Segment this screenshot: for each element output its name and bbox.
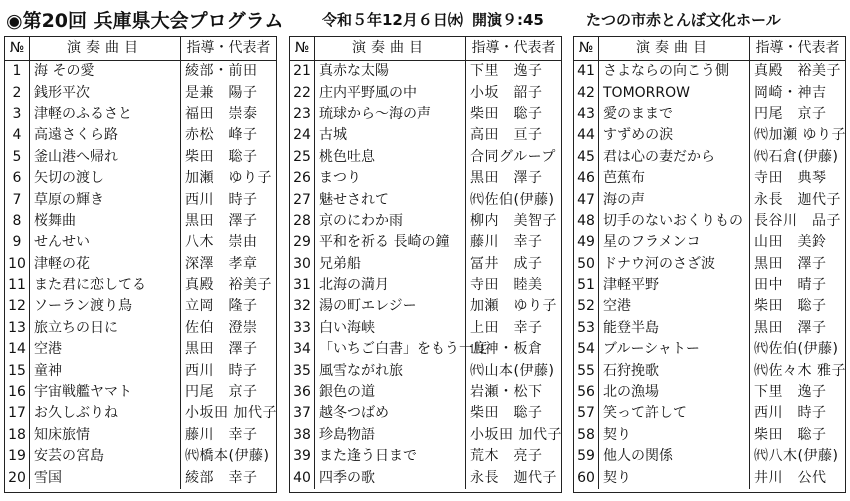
table-row bbox=[5, 339, 276, 360]
entry-number: 55 bbox=[574, 360, 599, 381]
leader-name: 下里 逸子 bbox=[754, 384, 827, 401]
song-title: 雪国 bbox=[30, 467, 181, 488]
entry-number: 60 bbox=[574, 467, 599, 488]
entry-number: 48 bbox=[574, 211, 599, 232]
song-title: 愛のままで bbox=[599, 104, 750, 125]
leader-name: 黒田 澤子 bbox=[470, 170, 543, 187]
entry-number: 24 bbox=[290, 125, 315, 146]
entry-number: 27 bbox=[290, 189, 315, 210]
entry-number: 43 bbox=[574, 104, 599, 125]
table-row bbox=[5, 82, 276, 103]
leader-name: 山神・板倉 bbox=[470, 341, 543, 358]
song-title: 魅せされて bbox=[315, 189, 466, 210]
table-row bbox=[574, 82, 845, 103]
table-header-row bbox=[5, 37, 276, 61]
column-header-no: № bbox=[574, 37, 599, 61]
song-title: 星のフラメンコ bbox=[599, 232, 750, 253]
entry-number: 22 bbox=[290, 82, 315, 103]
song-title: さよならの向こう側 bbox=[599, 61, 750, 83]
leader-name: 円尾 京子 bbox=[185, 384, 258, 401]
column-header-no: № bbox=[290, 37, 315, 61]
entry-number: 6 bbox=[5, 168, 30, 189]
leader-name: 山田 美鈴 bbox=[754, 234, 827, 251]
song-title: 琉球から～海の声 bbox=[315, 104, 466, 125]
table-row bbox=[290, 82, 561, 103]
leader-name: 佐伯 澄崇 bbox=[185, 319, 258, 336]
song-title: 風雪ながれ旅 bbox=[315, 360, 466, 381]
song-title: すずめの涙 bbox=[599, 125, 750, 146]
song-title: 安芸の宮島 bbox=[30, 446, 181, 467]
leader-name: 黒田 澤子 bbox=[185, 341, 258, 358]
leader-name: 綾部 幸子 bbox=[185, 469, 258, 486]
table-row bbox=[5, 211, 276, 232]
leader-name: 柴田 聡子 bbox=[754, 426, 827, 443]
song-title: 津軽平野 bbox=[599, 275, 750, 296]
table-row bbox=[574, 382, 845, 403]
song-title: 桃色吐息 bbox=[315, 147, 466, 168]
song-title: せんせい bbox=[30, 232, 181, 253]
table-row bbox=[574, 425, 845, 446]
leader-name: 冨井 成子 bbox=[470, 255, 543, 272]
table-row bbox=[574, 211, 845, 232]
table-row bbox=[574, 296, 845, 317]
leader-name: 立岡 隆子 bbox=[185, 298, 258, 315]
entry-number: 8 bbox=[5, 211, 30, 232]
table-row bbox=[574, 403, 845, 424]
leader-name: 西川 時子 bbox=[754, 405, 827, 422]
table-row bbox=[574, 104, 845, 125]
song-title: 草原の輝き bbox=[30, 189, 181, 210]
table-row bbox=[5, 296, 276, 317]
song-title: 童神 bbox=[30, 360, 181, 381]
song-title: 君は心の妻だから bbox=[599, 147, 750, 168]
entry-number: 4 bbox=[5, 125, 30, 146]
song-title: ブルーシャトー bbox=[599, 339, 750, 360]
leader-name: 寺田 典琴 bbox=[754, 170, 827, 187]
leader-name: 小坂 韶子 bbox=[470, 84, 543, 101]
song-title: 銀色の道 bbox=[315, 382, 466, 403]
entry-number: 18 bbox=[5, 425, 30, 446]
leader-name: 綾部・前田 bbox=[185, 63, 258, 80]
table-row bbox=[290, 61, 561, 83]
venue-name: たつの市赤とんぼ文化ホール bbox=[586, 11, 781, 29]
entry-number: 23 bbox=[290, 104, 315, 125]
song-title: 古城 bbox=[315, 125, 466, 146]
table-row bbox=[574, 189, 845, 210]
entry-number: 49 bbox=[574, 232, 599, 253]
leader-name: 深澤 孝章 bbox=[185, 255, 258, 272]
entry-number: 57 bbox=[574, 403, 599, 424]
song-title: 高遠さくら路 bbox=[30, 125, 181, 146]
program-panel-1 bbox=[4, 36, 277, 493]
table-row bbox=[5, 275, 276, 296]
column-header-no: № bbox=[5, 37, 30, 61]
table-row bbox=[5, 254, 276, 275]
song-title: 空港 bbox=[30, 339, 181, 360]
entry-number: 21 bbox=[290, 61, 315, 83]
entry-number: 36 bbox=[290, 382, 315, 403]
entry-number: 54 bbox=[574, 339, 599, 360]
entry-number: 35 bbox=[290, 360, 315, 381]
entry-number: 16 bbox=[5, 382, 30, 403]
leader-name: 上田 幸子 bbox=[470, 319, 543, 336]
leader-name: 西川 時子 bbox=[185, 362, 258, 379]
table-row bbox=[5, 232, 276, 253]
leader-name: ㈹佐伯(伊藤) bbox=[470, 191, 555, 208]
table-row bbox=[290, 446, 561, 467]
entry-number: 9 bbox=[5, 232, 30, 253]
entry-number: 38 bbox=[290, 425, 315, 446]
program-table bbox=[290, 37, 561, 489]
table-row bbox=[5, 189, 276, 210]
table-row bbox=[290, 147, 561, 168]
program-table bbox=[574, 37, 845, 489]
table-row bbox=[290, 168, 561, 189]
leader-name: 八木 崇由 bbox=[185, 234, 258, 251]
song-title: 珍島物語 bbox=[315, 425, 466, 446]
program-panel-2 bbox=[289, 36, 562, 493]
table-header-row bbox=[290, 37, 561, 61]
column-header-title: 演奏曲目 bbox=[599, 37, 750, 61]
leader-name: 藤川 幸子 bbox=[470, 234, 543, 251]
table-row bbox=[5, 467, 276, 488]
song-title: また君に恋してる bbox=[30, 275, 181, 296]
table-row bbox=[290, 211, 561, 232]
song-title: 四季の歌 bbox=[315, 467, 466, 488]
entry-number: 41 bbox=[574, 61, 599, 83]
leader-name: ㈹八木(伊藤) bbox=[754, 448, 839, 465]
leader-name: 小坂田 加代子 bbox=[185, 405, 277, 422]
table-row bbox=[290, 382, 561, 403]
leader-name: 藤川 幸子 bbox=[185, 426, 258, 443]
song-title: 庄内平野風の中 bbox=[315, 82, 466, 103]
entry-number: 29 bbox=[290, 232, 315, 253]
table-row bbox=[574, 339, 845, 360]
song-title: 知床旅情 bbox=[30, 425, 181, 446]
entry-number: 42 bbox=[574, 82, 599, 103]
leader-name: 柴田 聡子 bbox=[470, 405, 543, 422]
entry-number: 12 bbox=[5, 296, 30, 317]
table-row bbox=[574, 446, 845, 467]
entry-number: 26 bbox=[290, 168, 315, 189]
song-title: 桜舞曲 bbox=[30, 211, 181, 232]
program-panel-3 bbox=[573, 36, 846, 493]
song-title: 旅立ちの日に bbox=[30, 318, 181, 339]
table-row bbox=[574, 168, 845, 189]
leader-name: 柴田 聡子 bbox=[754, 298, 827, 315]
entry-number: 10 bbox=[5, 254, 30, 275]
leader-name: 黒田 澤子 bbox=[185, 212, 258, 229]
song-title: お久しぶりね bbox=[30, 403, 181, 424]
entry-number: 40 bbox=[290, 467, 315, 488]
table-row bbox=[574, 61, 845, 83]
table-row bbox=[574, 254, 845, 275]
leader-name: 真殿 裕美子 bbox=[754, 63, 841, 80]
song-title: 石狩挽歌 bbox=[599, 360, 750, 381]
entry-number: 25 bbox=[290, 147, 315, 168]
event-date: 令和５年12月６日㈬ bbox=[322, 11, 463, 29]
leader-name: 加瀬 ゆり子 bbox=[185, 170, 272, 187]
entry-number: 37 bbox=[290, 403, 315, 424]
leader-name: 赤松 峰子 bbox=[185, 127, 258, 144]
entry-number: 28 bbox=[290, 211, 315, 232]
table-header-row bbox=[574, 37, 845, 61]
entry-number: 2 bbox=[5, 82, 30, 103]
entry-number: 45 bbox=[574, 147, 599, 168]
song-title: 契り bbox=[599, 425, 750, 446]
song-title: 銭形平次 bbox=[30, 82, 181, 103]
song-title: 矢切の渡し bbox=[30, 168, 181, 189]
entry-number: 13 bbox=[5, 318, 30, 339]
table-row bbox=[290, 275, 561, 296]
leader-name: 黒田 澤子 bbox=[754, 255, 827, 272]
entry-number: 31 bbox=[290, 275, 315, 296]
leader-name: ㈹山本(伊藤) bbox=[470, 362, 555, 379]
song-title: 宇宙戦艦ヤマト bbox=[30, 382, 181, 403]
song-title: 津軽のふるさと bbox=[30, 104, 181, 125]
table-row bbox=[574, 125, 845, 146]
leader-name: ㈹橋本(伊藤) bbox=[185, 448, 270, 465]
entry-number: 15 bbox=[5, 360, 30, 381]
entry-number: 47 bbox=[574, 189, 599, 210]
leader-name: 高田 亘子 bbox=[470, 127, 543, 144]
leader-name: 円尾 京子 bbox=[754, 105, 827, 122]
leader-name: 井川 公代 bbox=[754, 469, 827, 486]
table-row bbox=[5, 61, 276, 83]
table-row bbox=[574, 318, 845, 339]
leader-name: 永長 迦代子 bbox=[754, 191, 841, 208]
table-row bbox=[5, 403, 276, 424]
leader-name: 荒木 亮子 bbox=[470, 448, 543, 465]
leader-name: 岩瀬・松下 bbox=[470, 384, 543, 401]
song-title: 海の声 bbox=[599, 189, 750, 210]
entry-number: 30 bbox=[290, 254, 315, 275]
song-title: まつり bbox=[315, 168, 466, 189]
song-title: 平和を祈る 長崎の鐘 bbox=[315, 232, 466, 253]
entry-number: 14 bbox=[5, 339, 30, 360]
entry-number: 11 bbox=[5, 275, 30, 296]
table-row bbox=[290, 189, 561, 210]
leader-name: ㈹佐々木 雅子 bbox=[754, 362, 846, 379]
entry-number: 17 bbox=[5, 403, 30, 424]
song-title: 真赤な太陽 bbox=[315, 61, 466, 83]
table-row bbox=[574, 147, 845, 168]
entry-number: 39 bbox=[290, 446, 315, 467]
table-row bbox=[574, 275, 845, 296]
song-title: 他人の関係 bbox=[599, 446, 750, 467]
table-row bbox=[5, 168, 276, 189]
entry-number: 58 bbox=[574, 425, 599, 446]
entry-number: 19 bbox=[5, 446, 30, 467]
song-title: 空港 bbox=[599, 296, 750, 317]
entry-number: 59 bbox=[574, 446, 599, 467]
table-row bbox=[5, 104, 276, 125]
song-title: 能登半島 bbox=[599, 318, 750, 339]
table-row bbox=[5, 382, 276, 403]
leader-name: 下里 逸子 bbox=[470, 63, 543, 80]
table-row bbox=[290, 232, 561, 253]
song-title: 津軽の花 bbox=[30, 254, 181, 275]
entry-number: 50 bbox=[574, 254, 599, 275]
entry-number: 53 bbox=[574, 318, 599, 339]
table-row bbox=[290, 254, 561, 275]
song-title: ドナウ河のさざ波 bbox=[599, 254, 750, 275]
song-title: 笑って許して bbox=[599, 403, 750, 424]
table-row bbox=[290, 403, 561, 424]
song-title: 契り bbox=[599, 467, 750, 488]
table-row bbox=[5, 360, 276, 381]
leader-name: 永長 迦代子 bbox=[470, 469, 557, 486]
leader-name: 福田 崇泰 bbox=[185, 105, 258, 122]
table-row bbox=[290, 425, 561, 446]
leader-name: ㈹加瀬 ゆり子 bbox=[754, 127, 846, 144]
entry-number: 44 bbox=[574, 125, 599, 146]
table-row bbox=[5, 425, 276, 446]
entry-number: 52 bbox=[574, 296, 599, 317]
entry-number: 56 bbox=[574, 382, 599, 403]
table-row bbox=[290, 339, 561, 360]
leader-name: 岡崎・神吉 bbox=[754, 84, 827, 101]
song-title: 釜山港へ帰れ bbox=[30, 147, 181, 168]
entry-number: 51 bbox=[574, 275, 599, 296]
leader-name: 小坂田 加代子 bbox=[470, 426, 562, 443]
song-title: 北の漁場 bbox=[599, 382, 750, 403]
start-time: 開演９:45 bbox=[472, 11, 544, 29]
song-title: 京のにわか雨 bbox=[315, 211, 466, 232]
song-title: 「いちご白書」をもう一度 bbox=[315, 339, 466, 360]
song-title: 越冬つばめ bbox=[315, 403, 466, 424]
table-row bbox=[574, 360, 845, 381]
table-row bbox=[5, 147, 276, 168]
leader-name: ㈹石倉(伊藤) bbox=[754, 148, 839, 165]
leader-name: 柴田 聡子 bbox=[185, 148, 258, 165]
leader-name: ㈹佐伯(伊藤) bbox=[754, 341, 839, 358]
leader-name: 寺田 睦美 bbox=[470, 277, 543, 294]
program-title: ◉第20回 兵庫県大会プログラム bbox=[6, 10, 284, 32]
song-title: 芭蕉布 bbox=[599, 168, 750, 189]
table-row bbox=[5, 318, 276, 339]
table-row bbox=[290, 360, 561, 381]
table-row bbox=[290, 104, 561, 125]
table-row bbox=[574, 467, 845, 488]
entry-number: 46 bbox=[574, 168, 599, 189]
column-header-leader: 指導・代表者 bbox=[181, 37, 277, 61]
entry-number: 33 bbox=[290, 318, 315, 339]
song-title: 白い海峡 bbox=[315, 318, 466, 339]
column-header-leader: 指導・代表者 bbox=[750, 37, 846, 61]
table-row bbox=[290, 467, 561, 488]
leader-name: 長谷川 品子 bbox=[754, 212, 841, 229]
program-table bbox=[5, 37, 276, 489]
song-title: 海 その愛 bbox=[30, 61, 181, 83]
leader-name: 西川 時子 bbox=[185, 191, 258, 208]
song-title: 北海の満月 bbox=[315, 275, 466, 296]
entry-number: 32 bbox=[290, 296, 315, 317]
table-row bbox=[574, 232, 845, 253]
song-title: また逢う日まで bbox=[315, 446, 466, 467]
entry-number: 7 bbox=[5, 189, 30, 210]
song-title: 兄弟船 bbox=[315, 254, 466, 275]
column-header-title: 演奏曲目 bbox=[315, 37, 466, 61]
table-row bbox=[290, 318, 561, 339]
table-row bbox=[290, 125, 561, 146]
entry-number: 20 bbox=[5, 467, 30, 488]
entry-number: 3 bbox=[5, 104, 30, 125]
song-title: ソーラン渡り鳥 bbox=[30, 296, 181, 317]
table-row bbox=[5, 125, 276, 146]
leader-name: 黒田 澤子 bbox=[754, 319, 827, 336]
leader-name: 是兼 陽子 bbox=[185, 84, 258, 101]
entry-number: 5 bbox=[5, 147, 30, 168]
entry-number: 1 bbox=[5, 61, 30, 83]
leader-name: 合同グループ bbox=[470, 148, 556, 165]
leader-name: 柴田 聡子 bbox=[470, 105, 543, 122]
column-header-title: 演奏曲目 bbox=[30, 37, 181, 61]
leader-name: 田中 晴子 bbox=[754, 277, 827, 294]
song-title: 湯の町エレジー bbox=[315, 296, 466, 317]
column-header-leader: 指導・代表者 bbox=[466, 37, 562, 61]
song-title: TOMORROW bbox=[599, 82, 750, 103]
entry-number: 34 bbox=[290, 339, 315, 360]
song-title: 切手のないおくりもの bbox=[599, 211, 750, 232]
program-header bbox=[4, 2, 846, 32]
leader-name: 真殿 裕美子 bbox=[185, 277, 272, 294]
table-row bbox=[290, 296, 561, 317]
table-row bbox=[5, 446, 276, 467]
leader-name: 柳内 美智子 bbox=[470, 212, 557, 229]
leader-name: 加瀬 ゆり子 bbox=[470, 298, 557, 315]
